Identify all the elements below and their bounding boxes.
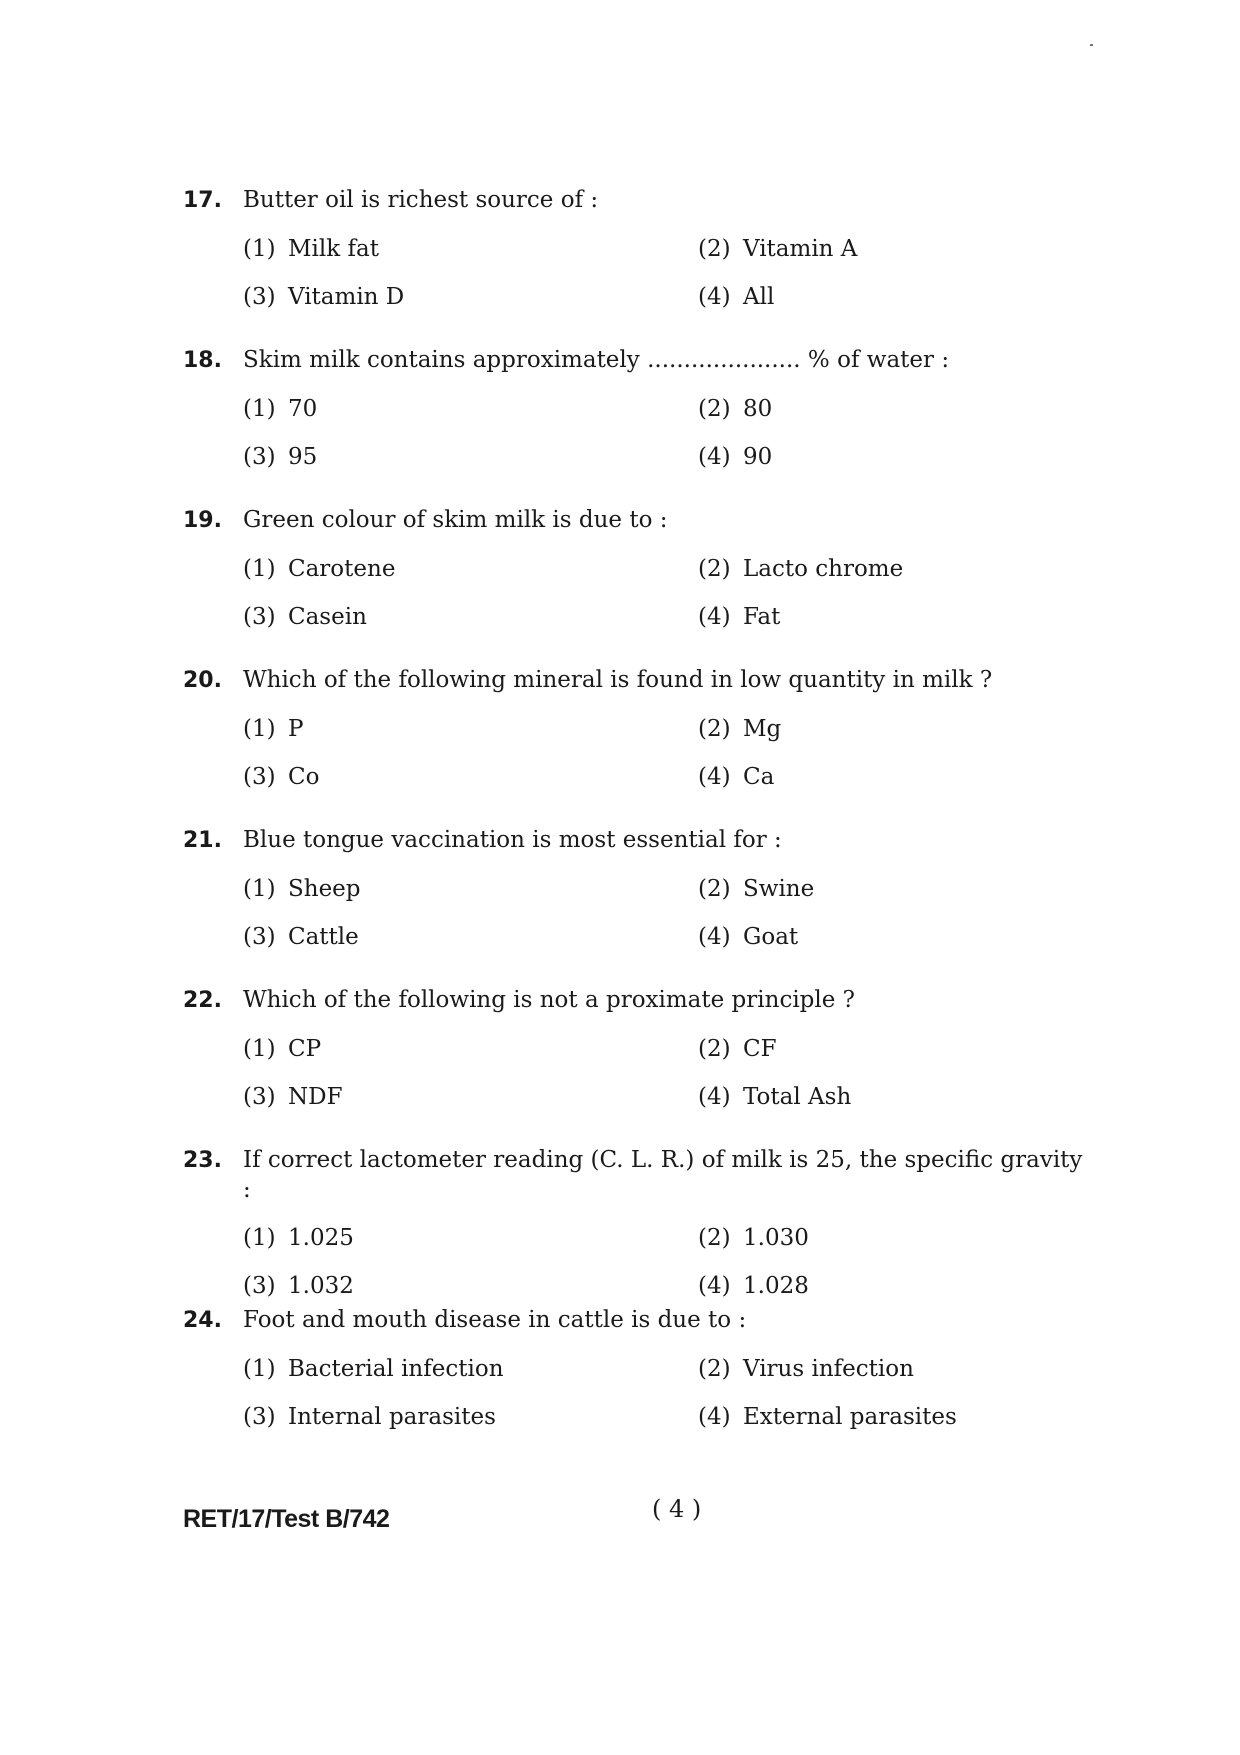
- answer-option: [243, 762, 698, 792]
- question-number: 24.: [183, 1308, 222, 1333]
- option-label: (3): [243, 924, 276, 950]
- option-text: Total Ash: [743, 1084, 852, 1110]
- option-label: (1): [243, 556, 276, 582]
- option-text: Milk fat: [288, 236, 379, 262]
- option-label: (2): [698, 1356, 731, 1382]
- option-label: (3): [243, 1404, 276, 1430]
- option-label: (2): [698, 396, 731, 422]
- question-number: 17.: [183, 188, 222, 213]
- question-stem: [183, 985, 1083, 1016]
- question-block: [183, 665, 1083, 792]
- option-label: (3): [243, 444, 276, 470]
- option-label: (3): [243, 1273, 276, 1299]
- answer-option: [243, 874, 698, 904]
- question-block: [183, 345, 1083, 472]
- question-number: 21.: [183, 828, 222, 853]
- question-text: Which of the following mineral is found in low quantity in milk ?: [243, 667, 993, 693]
- question-stem: [183, 185, 1083, 216]
- answer-option: [698, 234, 1098, 264]
- option-label: (2): [698, 716, 731, 742]
- question-block: [183, 1145, 1083, 1301]
- answer-option: [243, 442, 698, 472]
- option-text: Sheep: [288, 876, 361, 902]
- question-stem: [183, 1305, 1083, 1336]
- option-text: P: [288, 716, 304, 742]
- question-text: Which of the following is not a proximate principle ?: [243, 987, 856, 1013]
- answer-option: [243, 1354, 698, 1384]
- question-block: [183, 1305, 1083, 1432]
- option-text: Cattle: [288, 924, 359, 950]
- question-block: [183, 985, 1083, 1112]
- option-label: (1): [243, 396, 276, 422]
- question-stem: [183, 505, 1083, 536]
- option-text: Vitamin A: [743, 236, 858, 262]
- answer-option: [243, 714, 698, 744]
- option-label: (4): [698, 924, 731, 950]
- option-text: Ca: [743, 764, 775, 790]
- option-text: Swine: [743, 876, 815, 902]
- question-text: Blue tongue vaccination is most essential for :: [243, 827, 782, 853]
- option-label: (1): [243, 236, 276, 262]
- answer-option: [243, 1223, 698, 1253]
- answer-option: [243, 1271, 698, 1301]
- question-stem: [183, 345, 1083, 376]
- answer-option: [698, 874, 1098, 904]
- option-text: 1.032: [288, 1273, 354, 1299]
- answer-options: [183, 376, 1083, 472]
- answer-options: [183, 1205, 1083, 1301]
- answer-option: [698, 1402, 1098, 1432]
- answer-options: [183, 536, 1083, 632]
- question-text: If correct lactometer reading (C. L. R.) of milk is 25, the specific gravity :: [243, 1147, 1083, 1203]
- paper-code: RET/17/Test B/742: [183, 1505, 390, 1533]
- option-text: 95: [288, 444, 318, 470]
- answer-option: [698, 602, 1098, 632]
- option-text: Lacto chrome: [743, 556, 904, 582]
- answer-option: [698, 922, 1098, 952]
- option-label: (4): [698, 1404, 731, 1430]
- answer-option: [698, 1271, 1098, 1301]
- answer-option: [698, 394, 1098, 424]
- answer-option: [243, 554, 698, 584]
- answer-options: [183, 856, 1083, 952]
- question-number: 22.: [183, 988, 222, 1013]
- option-label: (1): [243, 1036, 276, 1062]
- option-text: Fat: [743, 604, 781, 630]
- option-text: Internal parasites: [288, 1404, 496, 1430]
- answer-options: [183, 1016, 1083, 1112]
- answer-option: [698, 282, 1098, 312]
- answer-option: [243, 234, 698, 264]
- option-label: (4): [698, 604, 731, 630]
- question-number: 23.: [183, 1148, 222, 1173]
- option-label: (2): [698, 556, 731, 582]
- answer-option: [698, 554, 1098, 584]
- answer-option: [698, 762, 1098, 792]
- page-number: ( 4 ): [652, 1495, 702, 1523]
- option-label: (2): [698, 1225, 731, 1251]
- answer-option: [698, 442, 1098, 472]
- option-label: (2): [698, 1036, 731, 1062]
- option-label: (3): [243, 1084, 276, 1110]
- answer-option: [243, 1034, 698, 1064]
- option-label: (4): [698, 1084, 731, 1110]
- option-text: 1.030: [743, 1225, 809, 1251]
- option-text: Vitamin D: [288, 284, 405, 310]
- question-text: Skim milk contains approximately ..................... % of water :: [243, 347, 950, 373]
- option-text: CF: [743, 1036, 777, 1062]
- answer-options: [183, 696, 1083, 792]
- answer-options: [183, 216, 1083, 312]
- option-label: (3): [243, 604, 276, 630]
- answer-option: [698, 1354, 1098, 1384]
- option-label: (2): [698, 876, 731, 902]
- option-label: (1): [243, 716, 276, 742]
- option-text: 1.025: [288, 1225, 354, 1251]
- option-text: All: [743, 284, 775, 310]
- option-label: (2): [698, 236, 731, 262]
- option-text: External parasites: [743, 1404, 957, 1430]
- question-stem: [183, 665, 1083, 696]
- option-text: Mg: [743, 716, 782, 742]
- option-text: 90: [743, 444, 773, 470]
- option-label: (4): [698, 764, 731, 790]
- option-label: (1): [243, 876, 276, 902]
- option-label: (1): [243, 1225, 276, 1251]
- answer-option: [698, 1034, 1098, 1064]
- option-label: (4): [698, 284, 731, 310]
- answer-option: [243, 1082, 698, 1112]
- answer-option: [243, 394, 698, 424]
- option-label: (3): [243, 764, 276, 790]
- question-number: 19.: [183, 508, 222, 533]
- question-text: Foot and mouth disease in cattle is due to :: [243, 1307, 747, 1333]
- option-text: Co: [288, 764, 320, 790]
- option-text: CP: [288, 1036, 322, 1062]
- answer-option: [698, 714, 1098, 744]
- option-text: 70: [288, 396, 318, 422]
- option-text: Bacterial infection: [288, 1356, 504, 1382]
- option-text: Casein: [288, 604, 367, 630]
- option-text: NDF: [288, 1084, 343, 1110]
- answer-option: [243, 922, 698, 952]
- question-stem: [183, 825, 1083, 856]
- option-text: 80: [743, 396, 773, 422]
- option-label: (3): [243, 284, 276, 310]
- answer-option: [243, 282, 698, 312]
- answer-option: [243, 602, 698, 632]
- question-text: Butter oil is richest source of :: [243, 187, 599, 213]
- option-label: (4): [698, 1273, 731, 1299]
- option-label: (1): [243, 1356, 276, 1382]
- answer-option: [698, 1223, 1098, 1253]
- option-text: Carotene: [288, 556, 396, 582]
- question-number: 18.: [183, 348, 222, 373]
- option-label: (4): [698, 444, 731, 470]
- answer-option: [698, 1082, 1098, 1112]
- option-text: Virus infection: [743, 1356, 914, 1382]
- question-stem: [183, 1145, 1083, 1205]
- question-block: [183, 505, 1083, 632]
- answer-option: [243, 1402, 698, 1432]
- question-number: 20.: [183, 668, 222, 693]
- question-block: [183, 185, 1083, 312]
- option-text: Goat: [743, 924, 799, 950]
- question-text: Green colour of skim milk is due to :: [243, 507, 668, 533]
- option-text: 1.028: [743, 1273, 809, 1299]
- question-block: [183, 825, 1083, 952]
- scan-speck: [1090, 44, 1093, 46]
- answer-options: [183, 1336, 1083, 1432]
